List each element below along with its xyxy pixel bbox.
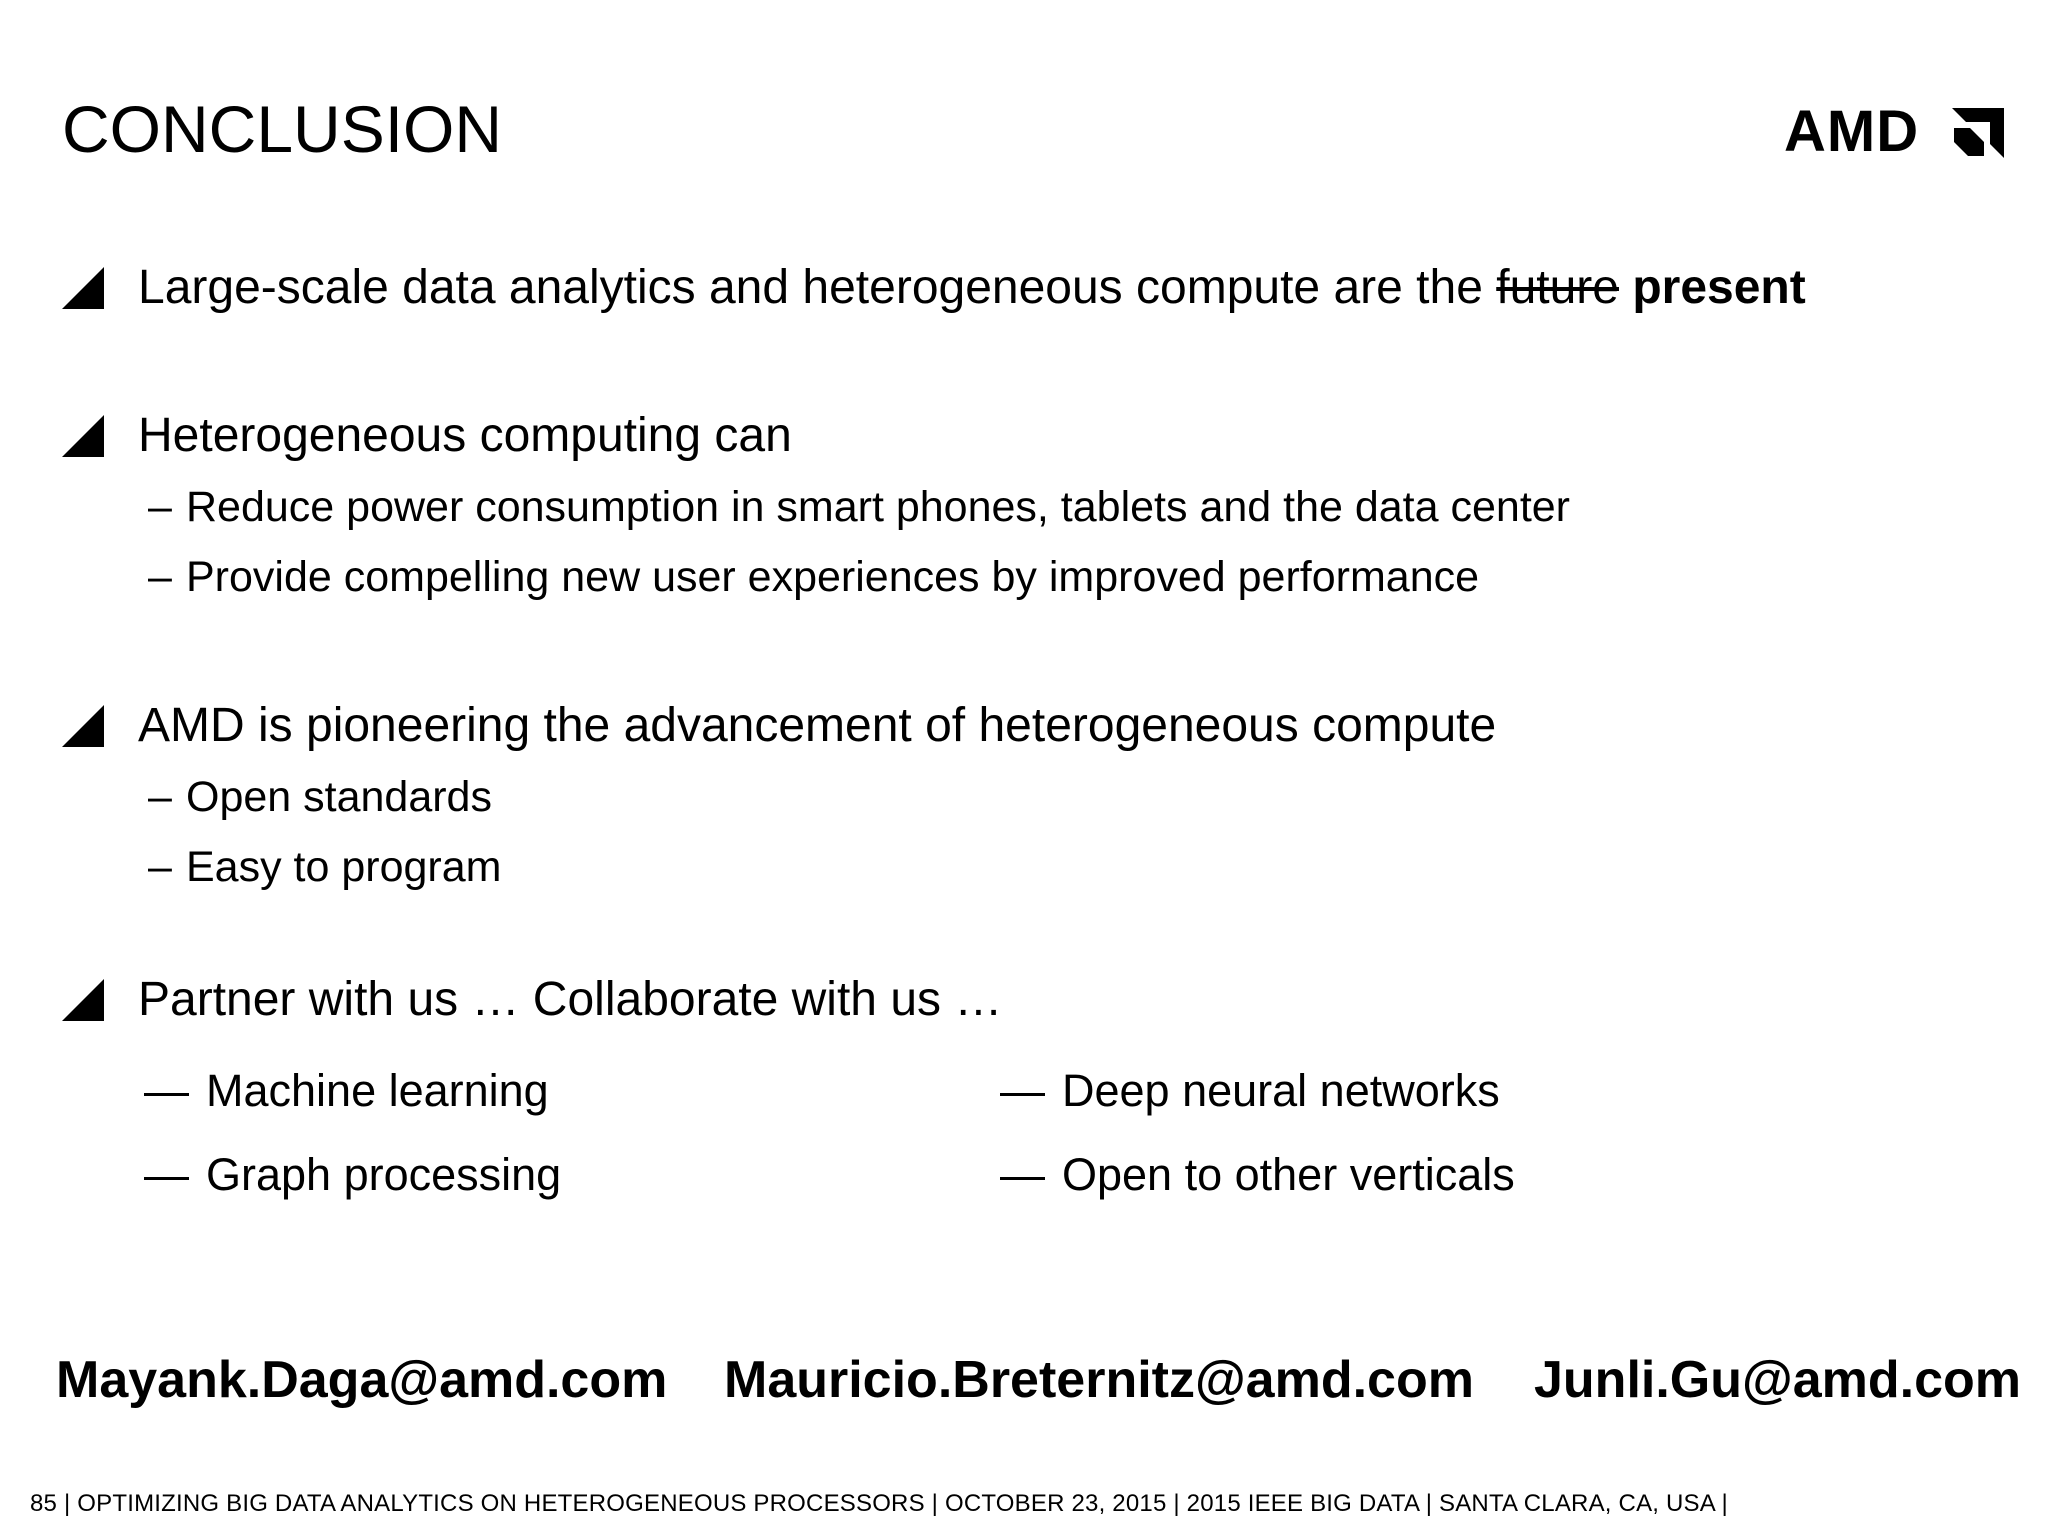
bold-word: present [1632,261,1806,314]
triangle-bullet-icon [62,979,104,1021]
amd-logo [1784,104,2006,158]
dash-icon: – [148,773,172,821]
sub-bullet [148,843,502,891]
sub-bullet-text: Reduce power consumption in smart phones, tablets and the data center [186,483,1570,531]
dash-icon: – [148,843,172,891]
triangle-bullet-icon [62,415,104,457]
emdash-icon: — [144,1065,189,1116]
slide-title: CONCLUSION [62,92,503,166]
topic-text: Graph processing [206,1149,562,1200]
topic-text: Machine learning [206,1065,549,1116]
topic-text: Open to other verticals [1062,1149,1515,1200]
sub-bullet [148,553,1480,601]
email-address: Junli.Gu@amd.com [1534,1351,2021,1409]
bullet-partner [62,973,1003,1026]
triangle-bullet-icon [62,705,104,747]
sub-bullet-text: Open standards [186,773,492,821]
bullet-heterogeneous-can [62,409,792,462]
topic-text: Deep neural networks [1062,1065,1500,1116]
slide-footer: 85 | OPTIMIZING BIG DATA ANALYTICS ON HETEROGENEOUS PROCESSORS | OCTOBER 23, 2015 | 2015 IEEE BIG DATA | SANTA CLARA, CA, USA | [30,1490,1728,1517]
emdash-icon: — [144,1149,189,1200]
sub-bullet-text: Provide compelling new user experiences by improved performance [186,553,1480,601]
bullet-text: Partner with us … Collaborate with us … [138,973,1003,1026]
bullet-text [138,261,1806,314]
bullet-text: AMD is pioneering the advancement of heterogeneous compute [138,699,1497,752]
emdash-icon: — [1000,1149,1045,1200]
sub-bullet [148,773,492,821]
sub-bullet-text: Easy to program [186,843,502,891]
amd-arrow-icon [1952,108,2004,158]
dash-icon: – [148,483,172,531]
emdash-icon: — [1000,1065,1045,1116]
sub-bullet [148,483,1570,531]
dash-icon: – [148,553,172,601]
triangle-bullet-icon [62,267,104,309]
topic-item [144,1065,549,1116]
amd-logo-text: AMD [1784,104,1920,158]
bullet-text: Heterogeneous computing can [138,409,792,462]
email-address: Mayank.Daga@amd.com [56,1351,668,1409]
email-address: Mauricio.Breternitz@amd.com [724,1351,1474,1409]
topic-item [1000,1065,1500,1116]
topic-item [144,1149,562,1200]
bullet-amd-pioneering [62,699,1497,752]
topic-item [1000,1149,1515,1200]
bullet-future-present [62,261,1806,314]
struck-word: future [1496,261,1619,314]
bullet-text-pre: Large-scale data analytics and heterogeneous compute are the [138,261,1497,314]
